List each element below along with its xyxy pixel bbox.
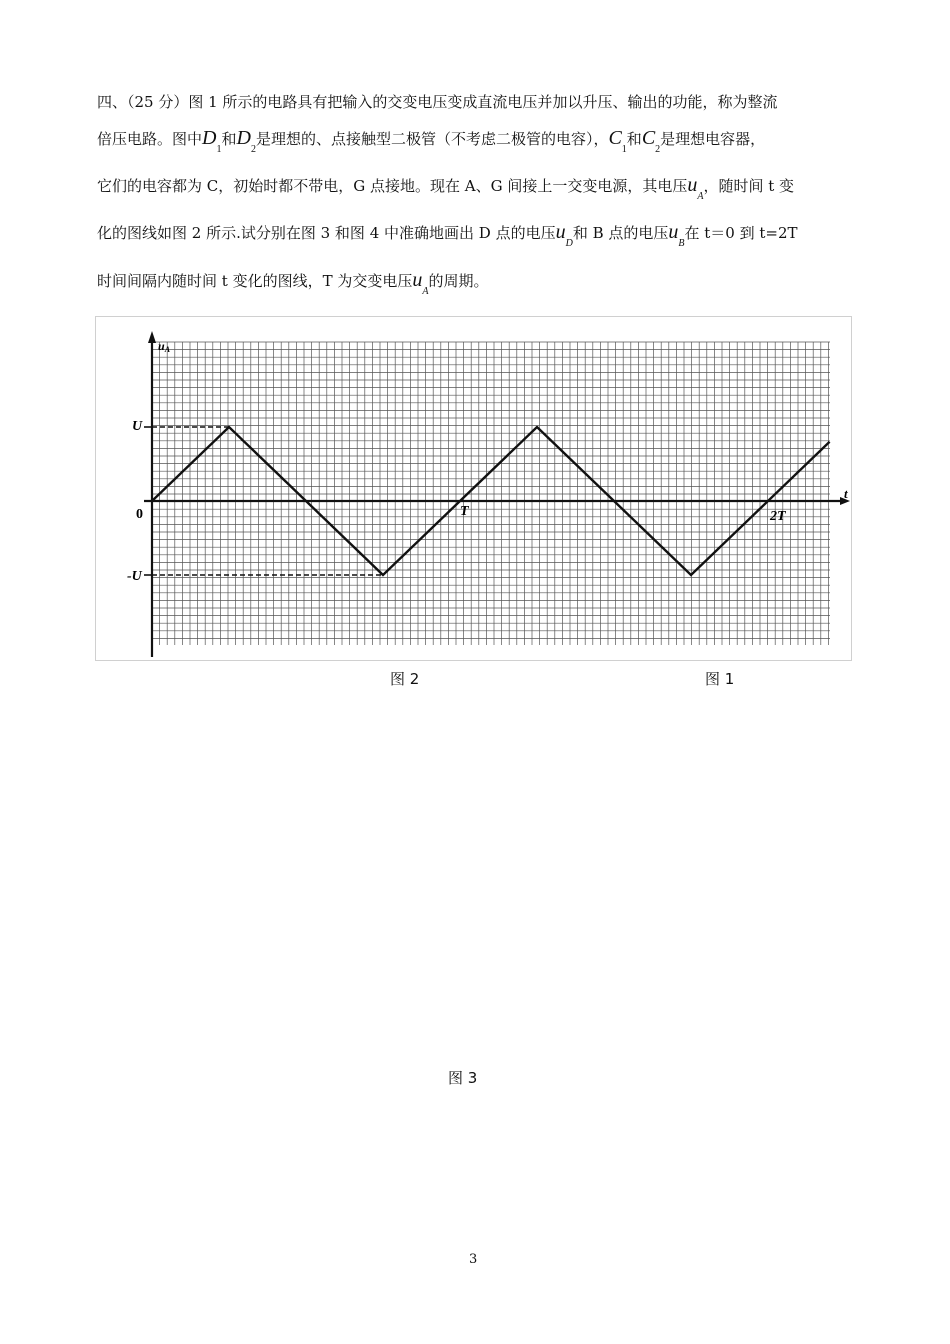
subscript-1: 1 bbox=[216, 144, 222, 155]
symbol-C2: C bbox=[641, 127, 656, 149]
problem-line-4 bbox=[97, 221, 798, 249]
problem-line-1 bbox=[97, 95, 777, 110]
neg-U-label: -U bbox=[127, 569, 142, 584]
subscript-1: 1 bbox=[621, 144, 627, 155]
text-segment: 它们的电容都为 C，初始时都不带电，G 点接地。现在 A、G 间接上一交变电源，其电压 bbox=[97, 177, 688, 195]
grid bbox=[152, 342, 830, 645]
symbol-D2: D bbox=[236, 127, 251, 149]
figure-2-frame bbox=[95, 316, 852, 661]
y-axis-arrow bbox=[148, 331, 156, 343]
text-segment: 和 bbox=[626, 130, 642, 148]
problem-line-5 bbox=[97, 269, 489, 297]
problem-line-1-text: 四、（25 分）图 1 所示的电路具有把输入的交变电压变成直流电压并加以升压、输出的功能，称为整流 bbox=[97, 93, 778, 111]
origin-label: 0 bbox=[136, 507, 143, 522]
symbol-u: u bbox=[668, 221, 679, 243]
text-segment: 在 t＝0 到 t=2T bbox=[684, 224, 798, 242]
text-segment: 化的图线如图 2 所示.试分别在图 3 和图 4 中准确地画出 D 点的电压 bbox=[97, 224, 556, 242]
problem-line-3 bbox=[97, 174, 795, 202]
symbol-u: u bbox=[555, 221, 566, 243]
subscript-2: 2 bbox=[250, 144, 256, 155]
subscript-D: D bbox=[565, 238, 573, 249]
text-segment: 是理想电容器， bbox=[660, 130, 766, 148]
T-label: T bbox=[460, 504, 469, 519]
text-segment: 和 B 点的电压 bbox=[572, 224, 669, 242]
subscript-A: A bbox=[697, 191, 704, 202]
figure-2-graph bbox=[96, 317, 851, 660]
problem-line-2 bbox=[97, 127, 766, 155]
caption-figure-1: 图 1 bbox=[705, 670, 735, 688]
symbol-D1: D bbox=[202, 127, 217, 149]
x-axis-label: t bbox=[844, 486, 848, 501]
subscript-A: A bbox=[422, 286, 429, 297]
text-segment: 和 bbox=[221, 130, 237, 148]
page-number: 3 bbox=[469, 1252, 478, 1267]
subscript-2: 2 bbox=[655, 144, 661, 155]
subscript-B: B bbox=[678, 238, 685, 249]
U-label: U bbox=[132, 419, 143, 434]
text-segment: 是理想的、点接触型二极管（不考虑二极管的电容）， bbox=[255, 130, 609, 148]
caption-figure-3: 图 3 bbox=[448, 1069, 478, 1087]
caption-figure-2: 图 2 bbox=[390, 670, 420, 688]
y-axis-label: uA bbox=[158, 339, 171, 354]
text-segment: 时间间隔内随时间 t 变化的图线，T 为交变电压 bbox=[97, 272, 413, 290]
2T-label: 2T bbox=[770, 509, 786, 524]
text-segment: 的周期。 bbox=[428, 272, 489, 290]
text-segment: ，随时间 t 变 bbox=[703, 177, 795, 195]
symbol-u: u bbox=[412, 269, 423, 291]
symbol-u: u bbox=[687, 174, 698, 196]
symbol-C1: C bbox=[608, 127, 622, 149]
text-segment: 倍压电路。图中 bbox=[97, 130, 203, 148]
